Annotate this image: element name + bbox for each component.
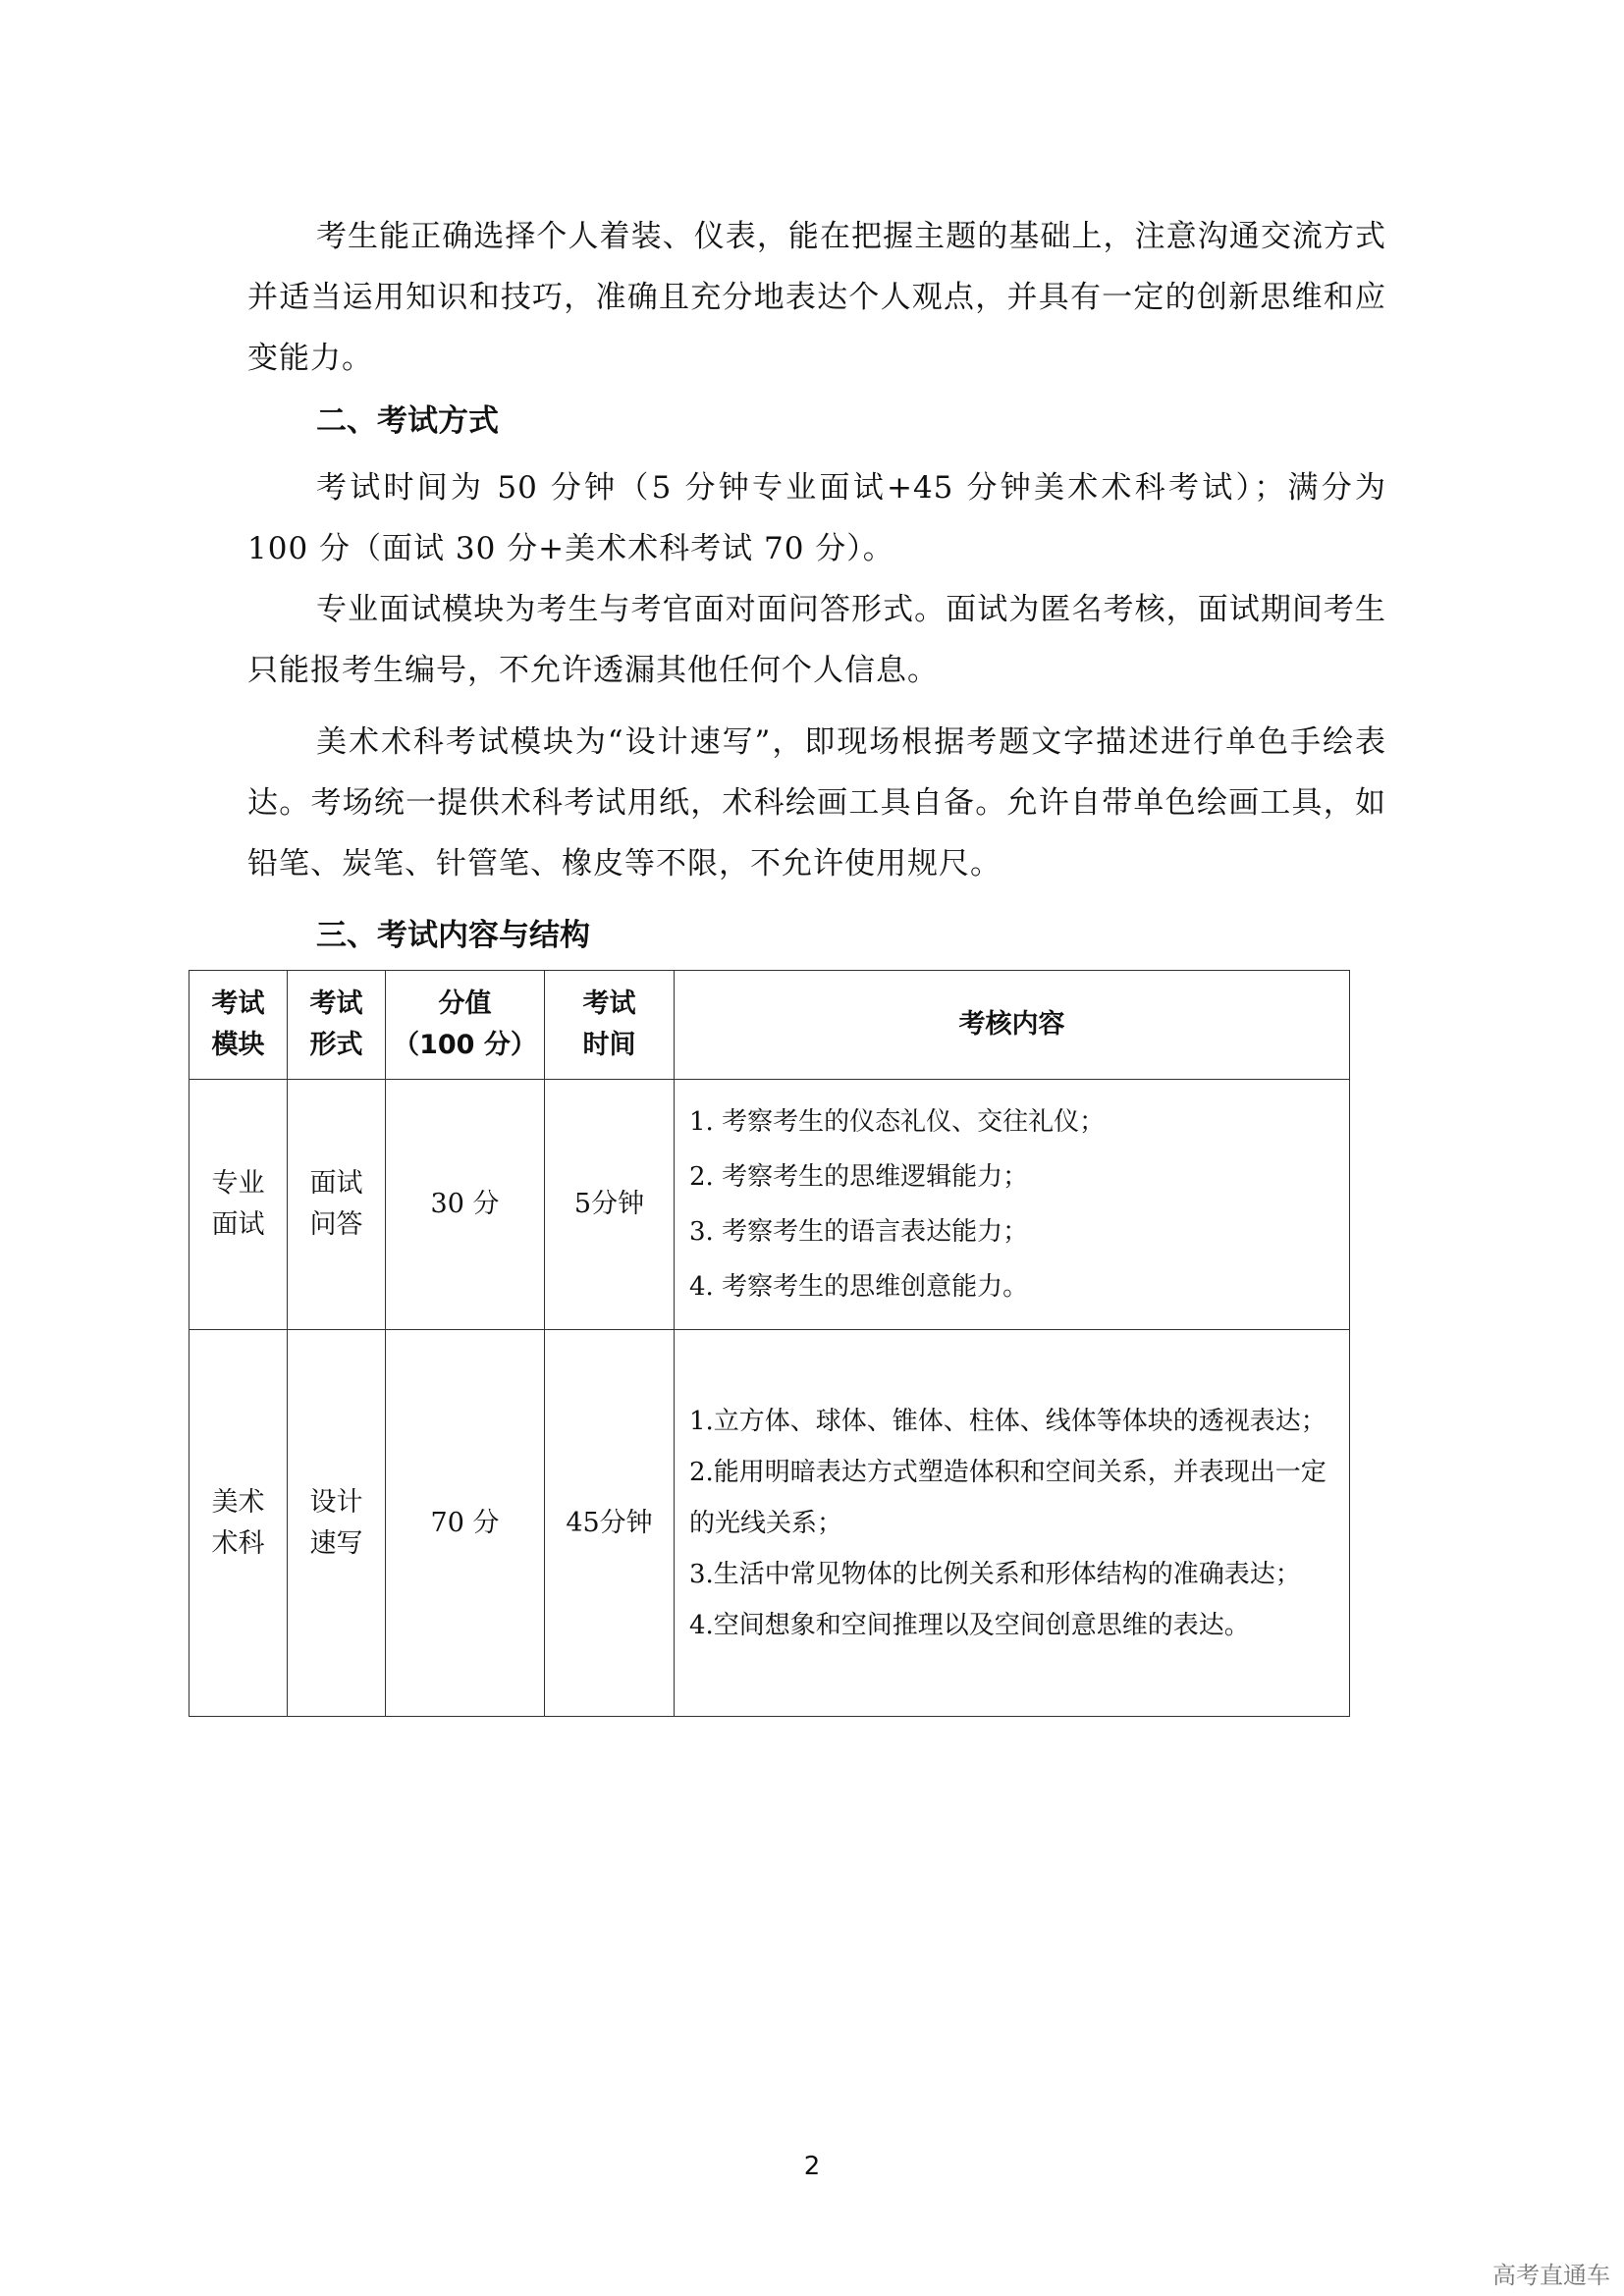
header-form-line2: 形式 [309, 1030, 363, 1060]
module-line1: 美术 [211, 1486, 265, 1518]
cell-content [675, 1080, 1350, 1330]
list-item: 4.空间想象和空间推理以及空间创意思维的表达。 [689, 1610, 1250, 1640]
paragraph-art-format: 美术术科考试模块为“设计速写”，即现场根据考题文字描述进行单色手绘表达。考场统一提供术科考试用纸，术科绘画工具自备。允许自带单色绘画工具，如铅笔、炭笔、针管笔、橡皮等不限，不允许使用规尺。 [247, 724, 1386, 881]
heading-exam-method: 二、考试方式 [316, 403, 499, 439]
header-content: 考核内容 [675, 971, 1350, 1080]
form-line2: 问答 [309, 1209, 363, 1240]
module-line2: 面试 [211, 1209, 265, 1240]
cell-time: 45分钟 [545, 1330, 675, 1717]
cell-score: 30 分 [386, 1080, 545, 1330]
cell-time: 5分钟 [545, 1080, 675, 1330]
header-module [189, 971, 288, 1080]
cell-content [675, 1330, 1350, 1717]
list-item: 1. 考察考生的仪态礼仪、交往礼仪； [689, 1107, 1106, 1137]
exam-structure-table [189, 970, 1350, 1717]
header-score-line2: （100 分） [393, 1030, 537, 1060]
cell-form [288, 1330, 386, 1717]
list-item: 2. 考察考生的思维逻辑能力； [689, 1162, 1029, 1192]
heading-exam-content: 三、考试内容与结构 [316, 918, 590, 953]
header-form [288, 971, 386, 1080]
content-list [676, 1081, 1348, 1328]
table-row-art [189, 1330, 1350, 1717]
paragraph-intro: 考生能正确选择个人着装、仪表，能在把握主题的基础上，注意沟通交流方式并适当运用知识和技巧，准确且充分地表达个人观点，并具有一定的创新思维和应变能力。 [247, 219, 1386, 376]
content-list [676, 1382, 1348, 1665]
header-score [386, 971, 545, 1080]
header-score-line1: 分值 [438, 988, 492, 1019]
header-module-line2: 模块 [211, 1030, 265, 1060]
paragraph-interview-format: 专业面试模块为考生与考官面对面问答形式。面试为匿名考核，面试期间考生只能报考生编号，不允许透漏其他任何个人信息。 [247, 592, 1386, 688]
header-time-line1: 考试 [582, 988, 636, 1019]
header-time-line2: 时间 [582, 1030, 636, 1060]
cell-module [189, 1080, 288, 1330]
table-row-interview [189, 1080, 1350, 1330]
list-item: 3.生活中常见物体的比例关系和形体结构的准确表达； [689, 1559, 1301, 1589]
form-line2: 速写 [309, 1527, 363, 1559]
paragraph-exam-time: 考试时间为 50 分钟（5 分钟专业面试+45 分钟美术术科考试）；满分为 100 分（面试 30 分+美术术科考试 70 分）。 [247, 470, 1386, 566]
module-line1: 专业 [211, 1168, 265, 1199]
module-line2: 术科 [211, 1527, 265, 1559]
header-time [545, 971, 675, 1080]
list-item: 4. 考察考生的思维创意能力。 [689, 1272, 1029, 1302]
table-header-row [189, 971, 1350, 1080]
page-number: 2 [803, 2152, 821, 2181]
header-module-line1: 考试 [211, 988, 265, 1019]
cell-score: 70 分 [386, 1330, 545, 1717]
cell-form [288, 1080, 386, 1330]
list-item: 3. 考察考生的语言表达能力； [689, 1217, 1029, 1247]
list-item: 1.立方体、球体、锥体、柱体、线体等体块的透视表达； [689, 1406, 1326, 1436]
list-item: 2.能用明暗表达方式塑造体积和空间关系，并表现出一定的光线关系； [689, 1457, 1326, 1538]
cell-module [189, 1330, 288, 1717]
header-form-line1: 考试 [309, 988, 363, 1019]
form-line1: 面试 [309, 1168, 363, 1199]
form-line1: 设计 [309, 1486, 363, 1518]
watermark-text: 高考直通车 [1492, 2262, 1610, 2289]
